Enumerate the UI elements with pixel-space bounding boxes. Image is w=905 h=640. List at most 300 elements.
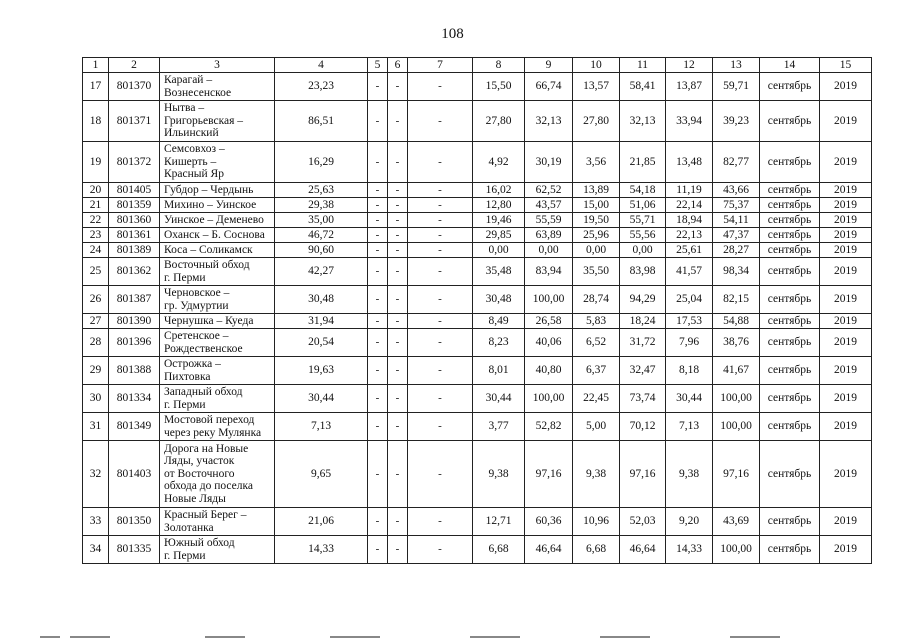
table-cell: сентябрь xyxy=(760,413,820,441)
table-cell: 31,72 xyxy=(620,329,666,357)
table-cell: - xyxy=(368,213,388,228)
table-cell: 5,00 xyxy=(573,413,620,441)
table-cell: 22,14 xyxy=(666,198,713,213)
table-cell: 46,72 xyxy=(275,228,368,243)
table-header-row xyxy=(83,58,872,73)
table-cell: Оханск – Б. Соснова xyxy=(160,228,275,243)
table-cell: сентябрь xyxy=(760,198,820,213)
table-cell: 90,60 xyxy=(275,243,368,258)
table-cell: 98,34 xyxy=(713,258,760,286)
table-cell: сентябрь xyxy=(760,101,820,142)
table-cell: 31 xyxy=(83,413,109,441)
table-cell: 54,18 xyxy=(620,183,666,198)
column-header-8: 8 xyxy=(473,58,525,73)
table-row xyxy=(83,385,872,413)
table-cell: - xyxy=(388,213,408,228)
table-cell: - xyxy=(408,508,473,536)
table-cell: - xyxy=(408,101,473,142)
table-cell: 801405 xyxy=(109,183,160,198)
table-cell: - xyxy=(408,286,473,314)
table-cell: 2019 xyxy=(820,286,872,314)
table-cell: - xyxy=(408,213,473,228)
column-header-4: 4 xyxy=(275,58,368,73)
table-cell: 32 xyxy=(83,441,109,508)
table-cell: - xyxy=(388,441,408,508)
table-cell: 801350 xyxy=(109,508,160,536)
table-cell: 14,33 xyxy=(275,536,368,564)
table-cell: 6,68 xyxy=(573,536,620,564)
table-cell: - xyxy=(388,357,408,385)
table-cell: 801390 xyxy=(109,314,160,329)
table-cell: 801362 xyxy=(109,258,160,286)
table-cell: - xyxy=(388,385,408,413)
table-cell: 13,48 xyxy=(666,142,713,183)
table-cell: 19,63 xyxy=(275,357,368,385)
table-cell: 62,52 xyxy=(525,183,573,198)
table-cell: 43,66 xyxy=(713,183,760,198)
table-cell: 0,00 xyxy=(573,243,620,258)
table-cell: 66,74 xyxy=(525,73,573,101)
table-cell: сентябрь xyxy=(760,357,820,385)
table-cell: 9,20 xyxy=(666,508,713,536)
table-cell: - xyxy=(368,536,388,564)
table-cell: Черновское – гр. Удмуртии xyxy=(160,286,275,314)
table-cell: 2019 xyxy=(820,73,872,101)
table-cell: 83,94 xyxy=(525,258,573,286)
table-cell: 0,00 xyxy=(473,243,525,258)
table-cell: 27 xyxy=(83,314,109,329)
table-cell: Семсовхоз – Кишерть – Красный Яр xyxy=(160,142,275,183)
table-cell: 2019 xyxy=(820,183,872,198)
table-cell: 5,83 xyxy=(573,314,620,329)
table-cell: - xyxy=(408,441,473,508)
table-cell: 21 xyxy=(83,198,109,213)
table-cell: - xyxy=(408,536,473,564)
table-cell: 55,71 xyxy=(620,213,666,228)
table-cell: Карагай – Вознесенское xyxy=(160,73,275,101)
table-cell: 100,00 xyxy=(525,286,573,314)
table-cell: 9,38 xyxy=(573,441,620,508)
column-header-10: 10 xyxy=(573,58,620,73)
table-cell: 7,13 xyxy=(666,413,713,441)
table-cell: сентябрь xyxy=(760,286,820,314)
table-cell: 73,74 xyxy=(620,385,666,413)
table-cell: сентябрь xyxy=(760,142,820,183)
table-cell: 23,23 xyxy=(275,73,368,101)
table-cell: - xyxy=(368,228,388,243)
table-cell: - xyxy=(368,286,388,314)
table-cell: - xyxy=(388,142,408,183)
table-cell: Сретенское – Рождественское xyxy=(160,329,275,357)
table-cell: 13,87 xyxy=(666,73,713,101)
table-cell: 8,23 xyxy=(473,329,525,357)
table-cell: 7,13 xyxy=(275,413,368,441)
table-cell: - xyxy=(368,258,388,286)
table-cell: 55,56 xyxy=(620,228,666,243)
table-cell: 94,29 xyxy=(620,286,666,314)
table-cell: 40,06 xyxy=(525,329,573,357)
table-row xyxy=(83,243,872,258)
column-header-1: 1 xyxy=(83,58,109,73)
table-cell: 2019 xyxy=(820,258,872,286)
table-cell: 31,94 xyxy=(275,314,368,329)
table-cell: сентябрь xyxy=(760,536,820,564)
table-cell: 33,94 xyxy=(666,101,713,142)
table-cell: 52,82 xyxy=(525,413,573,441)
table-cell: 30,44 xyxy=(473,385,525,413)
table-cell: Чернушка – Куеда xyxy=(160,314,275,329)
table-cell: 18 xyxy=(83,101,109,142)
table-cell: 83,98 xyxy=(620,258,666,286)
table-cell: 3,56 xyxy=(573,142,620,183)
table-cell: - xyxy=(388,286,408,314)
table-cell: 12,80 xyxy=(473,198,525,213)
table-cell: 2019 xyxy=(820,243,872,258)
table-cell: - xyxy=(368,441,388,508)
table-cell: 82,15 xyxy=(713,286,760,314)
table-cell: Мостовой переход через реку Мулянка xyxy=(160,413,275,441)
table-cell: сентябрь xyxy=(760,314,820,329)
table-cell: 30,44 xyxy=(666,385,713,413)
table-cell: 17 xyxy=(83,73,109,101)
table-cell: - xyxy=(408,183,473,198)
table-cell: 801403 xyxy=(109,441,160,508)
table-row xyxy=(83,258,872,286)
table-cell: 70,12 xyxy=(620,413,666,441)
page-number: 108 xyxy=(441,26,464,42)
table-cell: 6,68 xyxy=(473,536,525,564)
table-cell: сентябрь xyxy=(760,228,820,243)
column-header-12: 12 xyxy=(666,58,713,73)
table-cell: сентябрь xyxy=(760,213,820,228)
table-cell: 75,37 xyxy=(713,198,760,213)
table-cell: 97,16 xyxy=(525,441,573,508)
column-header-3: 3 xyxy=(160,58,275,73)
table-cell: 86,51 xyxy=(275,101,368,142)
table-cell: 30,48 xyxy=(473,286,525,314)
table-row xyxy=(83,213,872,228)
table-cell: 46,64 xyxy=(620,536,666,564)
table-cell: - xyxy=(368,73,388,101)
table-cell: 2019 xyxy=(820,385,872,413)
table-cell: 35,48 xyxy=(473,258,525,286)
table-cell: 19,46 xyxy=(473,213,525,228)
table-row xyxy=(83,536,872,564)
table-cell: 41,57 xyxy=(666,258,713,286)
table-cell: 18,94 xyxy=(666,213,713,228)
column-header-15: 15 xyxy=(820,58,872,73)
table-row xyxy=(83,508,872,536)
table-cell: 9,65 xyxy=(275,441,368,508)
table-cell: сентябрь xyxy=(760,441,820,508)
table-cell: 12,71 xyxy=(473,508,525,536)
table-cell: 26 xyxy=(83,286,109,314)
table-cell: - xyxy=(388,228,408,243)
table-cell: - xyxy=(368,413,388,441)
table-cell: 39,23 xyxy=(713,101,760,142)
table-cell: 8,49 xyxy=(473,314,525,329)
table-cell: 32,13 xyxy=(525,101,573,142)
table-cell: 35,50 xyxy=(573,258,620,286)
table-cell: Острожка – Пихтовка xyxy=(160,357,275,385)
table-cell: 0,00 xyxy=(525,243,573,258)
table-cell: сентябрь xyxy=(760,73,820,101)
table-row xyxy=(83,228,872,243)
column-header-9: 9 xyxy=(525,58,573,73)
table-cell: - xyxy=(388,536,408,564)
table-cell: сентябрь xyxy=(760,508,820,536)
table-cell: 4,92 xyxy=(473,142,525,183)
table-cell: 51,06 xyxy=(620,198,666,213)
table-body xyxy=(83,73,872,564)
table-cell: 2019 xyxy=(820,536,872,564)
table-cell: 25,61 xyxy=(666,243,713,258)
table-cell: Восточный обход г. Перми xyxy=(160,258,275,286)
table-cell: - xyxy=(368,198,388,213)
table-cell: 25,63 xyxy=(275,183,368,198)
table-cell: 34 xyxy=(83,536,109,564)
table-cell: 8,18 xyxy=(666,357,713,385)
road-table xyxy=(82,57,872,564)
table-cell: 2019 xyxy=(820,413,872,441)
table-cell: - xyxy=(388,329,408,357)
table-cell: 58,41 xyxy=(620,73,666,101)
table-cell: - xyxy=(408,329,473,357)
table-cell: 27,80 xyxy=(573,101,620,142)
table-cell: 16,02 xyxy=(473,183,525,198)
table-cell: - xyxy=(368,314,388,329)
table-cell: - xyxy=(408,357,473,385)
table-cell: сентябрь xyxy=(760,258,820,286)
table-cell: 2019 xyxy=(820,198,872,213)
table-cell: 54,88 xyxy=(713,314,760,329)
table-cell: 21,06 xyxy=(275,508,368,536)
table-cell: 100,00 xyxy=(713,413,760,441)
table-cell: 100,00 xyxy=(713,385,760,413)
table-cell: 801334 xyxy=(109,385,160,413)
table-cell: 10,96 xyxy=(573,508,620,536)
table-cell: 55,59 xyxy=(525,213,573,228)
column-header-6: 6 xyxy=(388,58,408,73)
table-cell: - xyxy=(408,73,473,101)
table-cell: 13,89 xyxy=(573,183,620,198)
table-cell: 97,16 xyxy=(713,441,760,508)
table-cell: 14,33 xyxy=(666,536,713,564)
table-cell: 60,36 xyxy=(525,508,573,536)
table-cell: Западный обход г. Перми xyxy=(160,385,275,413)
table-cell: Южный обход г. Перми xyxy=(160,536,275,564)
table-cell: 19 xyxy=(83,142,109,183)
table-cell: Красный Берег – Золотанка xyxy=(160,508,275,536)
table-cell: - xyxy=(368,385,388,413)
table-cell: - xyxy=(408,142,473,183)
table-cell: Дорога на Новые Ляды, участок от Восточного обхода до поселка Новые Ляды xyxy=(160,441,275,508)
table-cell: Коса – Соликамск xyxy=(160,243,275,258)
table-cell: 29 xyxy=(83,357,109,385)
table-row xyxy=(83,329,872,357)
table-cell: - xyxy=(388,258,408,286)
table-cell: 97,16 xyxy=(620,441,666,508)
table-cell: - xyxy=(408,228,473,243)
table-cell: 25 xyxy=(83,258,109,286)
table-cell: 43,57 xyxy=(525,198,573,213)
table-cell: 2019 xyxy=(820,508,872,536)
table-cell: Нытва – Григорьевская – Ильинский xyxy=(160,101,275,142)
table-cell: 32,13 xyxy=(620,101,666,142)
table-cell: 15,50 xyxy=(473,73,525,101)
table-cell: сентябрь xyxy=(760,183,820,198)
table-cell: сентябрь xyxy=(760,243,820,258)
table-row xyxy=(83,413,872,441)
table-cell: - xyxy=(388,314,408,329)
table-cell: 801335 xyxy=(109,536,160,564)
table-cell: 2019 xyxy=(820,357,872,385)
table-cell: 63,89 xyxy=(525,228,573,243)
table-row xyxy=(83,183,872,198)
table-cell: 2019 xyxy=(820,101,872,142)
table-cell: 6,37 xyxy=(573,357,620,385)
table-cell: 801388 xyxy=(109,357,160,385)
table-cell: 30,48 xyxy=(275,286,368,314)
table-row xyxy=(83,198,872,213)
table-cell: 18,24 xyxy=(620,314,666,329)
table-cell: - xyxy=(368,101,388,142)
table-row xyxy=(83,142,872,183)
table-cell: 100,00 xyxy=(713,536,760,564)
table-cell: 25,04 xyxy=(666,286,713,314)
table-cell: 47,37 xyxy=(713,228,760,243)
column-header-14: 14 xyxy=(760,58,820,73)
table-cell: - xyxy=(408,314,473,329)
table-cell: 13,57 xyxy=(573,73,620,101)
table-cell: 54,11 xyxy=(713,213,760,228)
table-cell: - xyxy=(368,183,388,198)
table-cell: 3,77 xyxy=(473,413,525,441)
table-cell: 2019 xyxy=(820,213,872,228)
table-cell: 100,00 xyxy=(525,385,573,413)
table-cell: 20,54 xyxy=(275,329,368,357)
table-cell: - xyxy=(388,73,408,101)
table-cell: - xyxy=(388,508,408,536)
table-cell: 801387 xyxy=(109,286,160,314)
table-cell: 19,50 xyxy=(573,213,620,228)
table-cell: - xyxy=(368,357,388,385)
table-cell: - xyxy=(408,198,473,213)
table-cell: 8,01 xyxy=(473,357,525,385)
table-cell: 26,58 xyxy=(525,314,573,329)
table-cell: - xyxy=(388,243,408,258)
column-header-7: 7 xyxy=(408,58,473,73)
column-header-11: 11 xyxy=(620,58,666,73)
table-cell: 28,74 xyxy=(573,286,620,314)
table-cell: 42,27 xyxy=(275,258,368,286)
table-cell: 16,29 xyxy=(275,142,368,183)
table-cell: Уинское – Деменево xyxy=(160,213,275,228)
table-cell: 801359 xyxy=(109,198,160,213)
table-cell: 801361 xyxy=(109,228,160,243)
table-cell: 24 xyxy=(83,243,109,258)
table-cell: 30 xyxy=(83,385,109,413)
table-cell: - xyxy=(368,142,388,183)
table-row xyxy=(83,286,872,314)
table-cell: - xyxy=(368,329,388,357)
table-cell: 801389 xyxy=(109,243,160,258)
table-cell: 22,13 xyxy=(666,228,713,243)
table-cell: 15,00 xyxy=(573,198,620,213)
table-cell: 22,45 xyxy=(573,385,620,413)
table-cell: 25,96 xyxy=(573,228,620,243)
table-cell: - xyxy=(408,243,473,258)
table-cell: 7,96 xyxy=(666,329,713,357)
table-row xyxy=(83,441,872,508)
table-cell: 21,85 xyxy=(620,142,666,183)
table-cell: сентябрь xyxy=(760,329,820,357)
table-cell: 6,52 xyxy=(573,329,620,357)
table-cell: - xyxy=(408,413,473,441)
table-cell: - xyxy=(388,101,408,142)
table-cell: 0,00 xyxy=(620,243,666,258)
table-cell: 32,47 xyxy=(620,357,666,385)
table-cell: 38,76 xyxy=(713,329,760,357)
table-cell: - xyxy=(368,508,388,536)
table-cell: 30,19 xyxy=(525,142,573,183)
table-cell: - xyxy=(408,258,473,286)
table-cell: - xyxy=(368,243,388,258)
table-cell: 801349 xyxy=(109,413,160,441)
table-cell: Михино – Уинское xyxy=(160,198,275,213)
table-cell: 30,44 xyxy=(275,385,368,413)
table-cell: сентябрь xyxy=(760,385,820,413)
table-row xyxy=(83,314,872,329)
table-cell: 23 xyxy=(83,228,109,243)
table-cell: 82,77 xyxy=(713,142,760,183)
table-row xyxy=(83,101,872,142)
table-cell: 2019 xyxy=(820,228,872,243)
table-cell: 29,85 xyxy=(473,228,525,243)
column-header-13: 13 xyxy=(713,58,760,73)
table-cell: 9,38 xyxy=(473,441,525,508)
table-cell: - xyxy=(388,198,408,213)
table-cell: 22 xyxy=(83,213,109,228)
footer-scan-marks xyxy=(0,632,905,640)
table-cell: 27,80 xyxy=(473,101,525,142)
table-cell: 801372 xyxy=(109,142,160,183)
table-cell: 52,03 xyxy=(620,508,666,536)
table-cell: Губдор – Чердынь xyxy=(160,183,275,198)
table-cell: - xyxy=(408,385,473,413)
table-cell: 20 xyxy=(83,183,109,198)
table-cell: 2019 xyxy=(820,329,872,357)
table-cell: 2019 xyxy=(820,142,872,183)
table-cell: 2019 xyxy=(820,314,872,329)
table-cell: 28,27 xyxy=(713,243,760,258)
column-header-5: 5 xyxy=(368,58,388,73)
table-cell: 33 xyxy=(83,508,109,536)
table-cell: 35,00 xyxy=(275,213,368,228)
column-header-2: 2 xyxy=(109,58,160,73)
table-cell: 801370 xyxy=(109,73,160,101)
table-cell: 46,64 xyxy=(525,536,573,564)
table-cell: 801371 xyxy=(109,101,160,142)
table-cell: 41,67 xyxy=(713,357,760,385)
table-cell: - xyxy=(388,413,408,441)
table-cell: 801396 xyxy=(109,329,160,357)
table-cell: 2019 xyxy=(820,441,872,508)
table-cell: 801360 xyxy=(109,213,160,228)
table-row xyxy=(83,73,872,101)
table-cell: 59,71 xyxy=(713,73,760,101)
table-cell: 43,69 xyxy=(713,508,760,536)
